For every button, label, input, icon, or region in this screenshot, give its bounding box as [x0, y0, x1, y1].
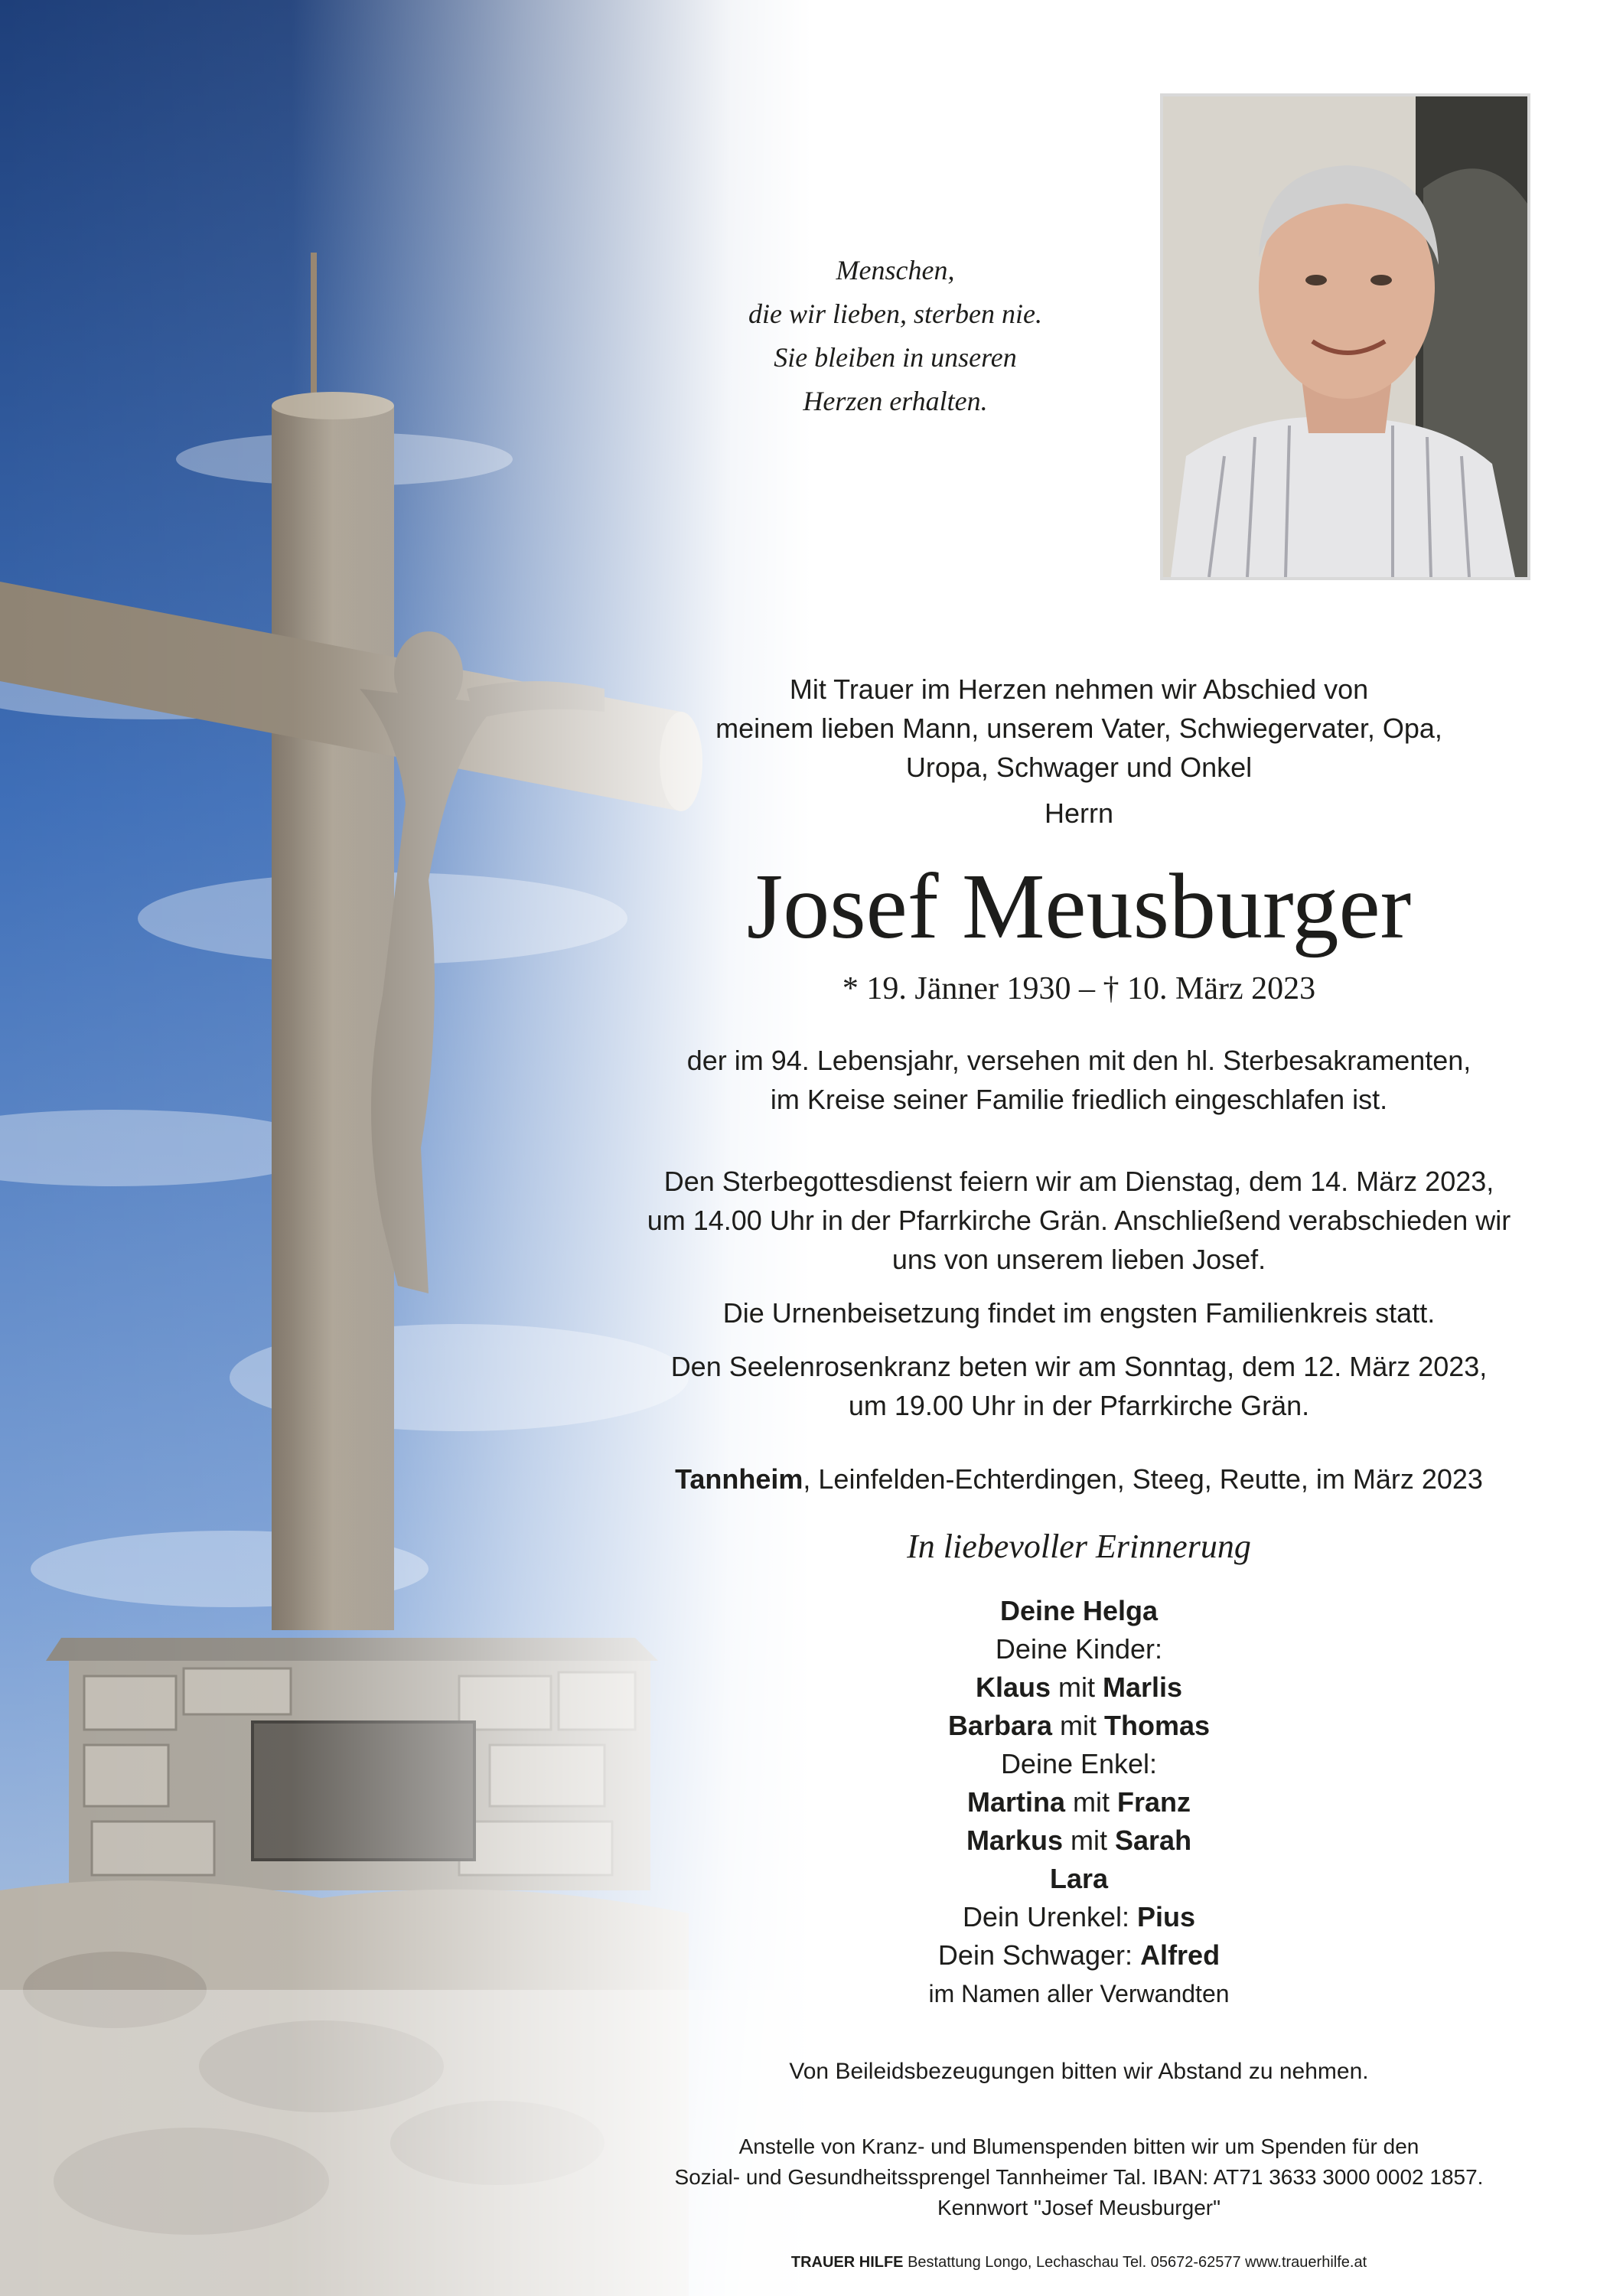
family-member-name: Alfred [1140, 1939, 1221, 1971]
urn-burial-paragraph: Die Urnenbeisetzung findet im engsten Familienkreis statt. [722, 1297, 1436, 1329]
salutation: Herrn [1044, 797, 1114, 829]
paragraph-line: um 14.00 Uhr in der Pfarrkirche Grän. Anschließend verabschieden wir [647, 1205, 1511, 1236]
intro-line: Uropa, Schwager und Onkel [905, 752, 1253, 783]
family-text: Deine Enkel: [1000, 1748, 1158, 1779]
quote-line: die wir lieben, sterben nie. [748, 298, 1042, 329]
donation-line: Kennwort "Josef Meusburger" [937, 2196, 1221, 2219]
intro-line: Mit Trauer im Herzen nehmen wir Abschied von [789, 673, 1369, 705]
condolence-note: Von Beileidsbezeugungen bitten wir Abstand zu nehmen. [789, 2059, 1369, 2084]
family-member-name: Klaus [975, 1671, 1051, 1703]
family-line [605, 1592, 1553, 1630]
family-text: mit [1051, 1671, 1103, 1703]
family-member-name: Franz [1117, 1786, 1191, 1818]
place-rest: , Leinfelden-Echterdingen, Steeg, Reutte, im März 2023 [803, 1463, 1483, 1495]
family-text: Deine Kinder: [995, 1633, 1163, 1665]
family-line [605, 1783, 1553, 1821]
paragraph-line: um 19.00 Uhr in der Pfarrkirche Grän. [848, 1390, 1310, 1421]
intro-line: meinem lieben Mann, unserem Vater, Schwiegervater, Opa, [715, 713, 1442, 744]
family-line [605, 1821, 1553, 1860]
family-text: mit [1052, 1710, 1105, 1741]
quote-line: Herzen erhalten. [803, 386, 988, 416]
footer-imprint [582, 2254, 1576, 2272]
family-member-name: Barbara [947, 1710, 1053, 1741]
family-line [605, 1668, 1553, 1707]
paragraph-line: Den Seelenrosenkranz beten wir am Sonntag, dem 12. März 2023, [670, 1351, 1488, 1382]
family-member-name: Sarah [1115, 1825, 1192, 1856]
family-text: mit [1065, 1786, 1117, 1818]
family-list [605, 1592, 1553, 2013]
family-member-name: Thomas [1104, 1710, 1211, 1741]
rosary-paragraph [582, 1347, 1576, 1425]
family-line [605, 1936, 1553, 1975]
family-member-name: Markus [966, 1825, 1063, 1856]
family-line [605, 1630, 1553, 1668]
place-bold: Tannheim [675, 1463, 803, 1495]
deceased-name: Josef Meusburger [746, 855, 1412, 958]
family-text: Dein Urenkel: [962, 1901, 1138, 1932]
family-line [605, 1860, 1553, 1898]
intro-text [605, 670, 1553, 787]
family-line [605, 1707, 1553, 1745]
family-member-name: Martina [966, 1786, 1065, 1818]
passing-paragraph [582, 1041, 1576, 1119]
family-member-name: Deine Helga [999, 1595, 1159, 1626]
family-member-name: Pius [1137, 1901, 1196, 1932]
quote-line: Sie bleiben in unseren [774, 342, 1017, 373]
family-member-name: Lara [1049, 1863, 1109, 1894]
footer-brand: TRAUER HILFE [790, 2254, 904, 2271]
place-date-line [582, 1463, 1576, 1495]
paragraph-line: uns von unserem lieben Josef. [891, 1244, 1266, 1275]
life-dates: * 19. Jänner 1930 – † 10. März 2023 [842, 971, 1316, 1006]
remembrance-heading: In liebevoller Erinnerung [907, 1528, 1251, 1565]
memorial-quote [627, 249, 1163, 423]
donation-line: Sozial- und Gesundheitssprengel Tannheimer Tal. IBAN: AT71 3633 3000 0002 1857. [674, 2165, 1484, 2189]
donation-line: Anstelle von Kranz- und Blumenspenden bitten wir um Spenden für den [738, 2135, 1419, 2158]
quote-line: Menschen, [836, 255, 955, 285]
family-closing: im Namen aller Verwandten [928, 1980, 1230, 2007]
family-text: mit [1063, 1825, 1115, 1856]
portrait-photo [1160, 93, 1530, 580]
funeral-service-paragraph [582, 1162, 1576, 1279]
paragraph-line: der im 94. Lebensjahr, versehen mit den hl. Sterbesakramenten, [686, 1045, 1471, 1076]
paragraph-line: im Kreise seiner Familie friedlich eingeschlafen ist. [770, 1084, 1388, 1115]
family-line [605, 1898, 1553, 1936]
family-text: Dein Schwager: [937, 1939, 1141, 1971]
donation-note [582, 2131, 1576, 2223]
paragraph-line: Den Sterbegottesdienst feiern wir am Dienstag, dem 14. März 2023, [663, 1166, 1494, 1197]
family-line [605, 1745, 1553, 1783]
footer-details: Bestattung Longo, Lechaschau Tel. 05672-62577 www.trauerhilfe.at [903, 2254, 1367, 2271]
family-member-name: Marlis [1103, 1671, 1183, 1703]
